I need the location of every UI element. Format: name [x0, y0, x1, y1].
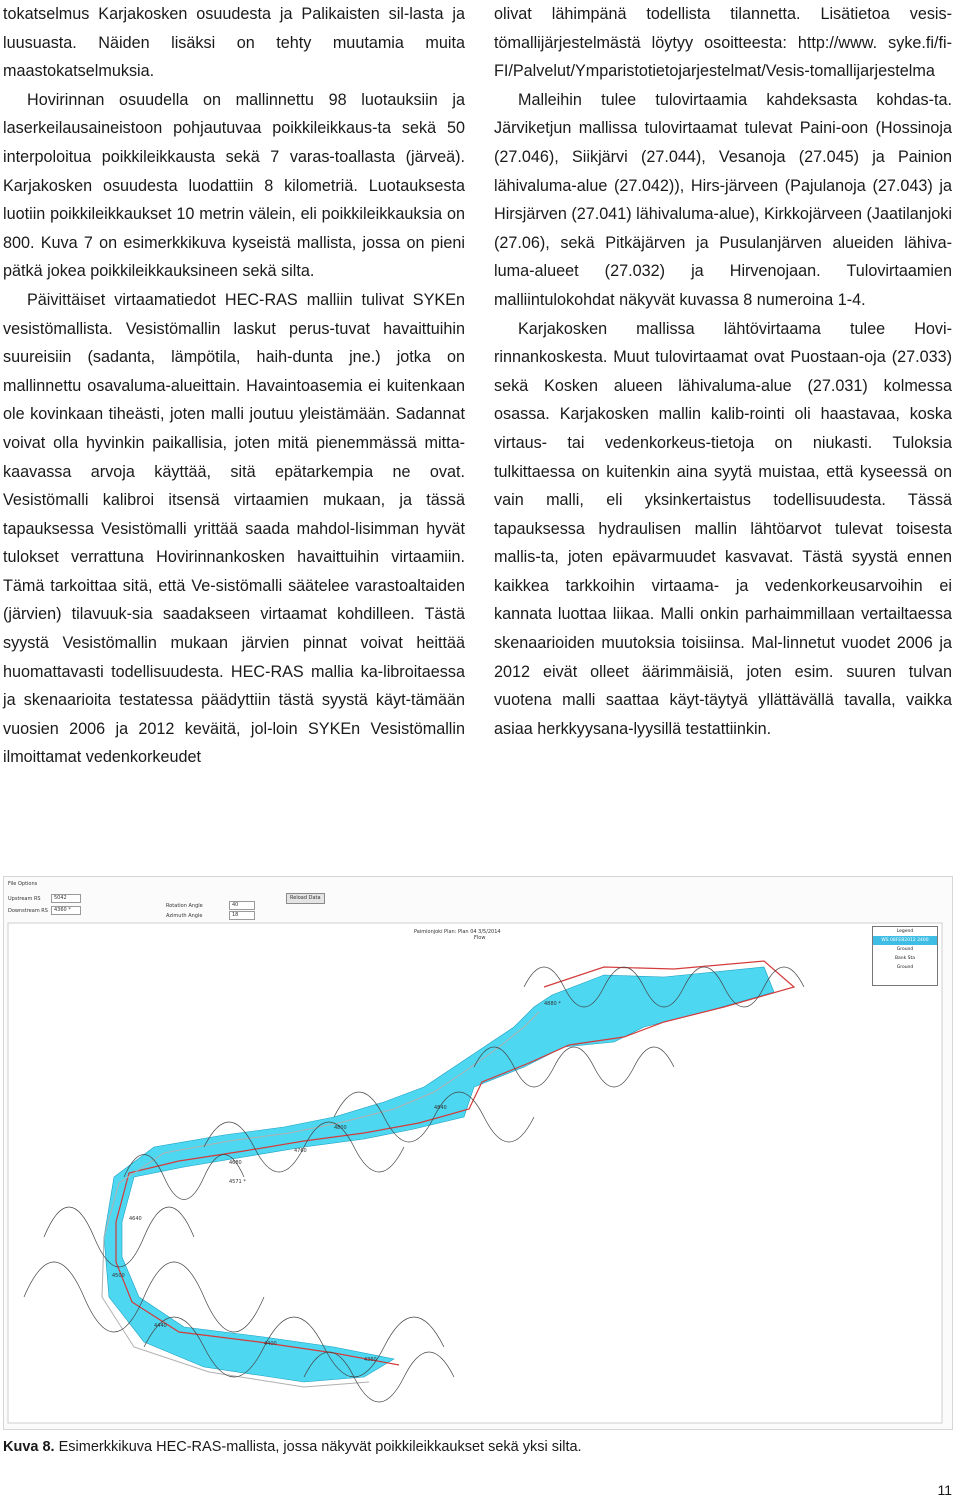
left-paragraph-2: Hovirinnan osuudella on mallinnettu 98 luotauksiin ja laserkeilausaineistoon pohjautuvaa poikkileikkaus-ta sekä 50 interpoloitua poikkileikkausta sekä 7 varas-toallasta (järveä). Karjakosken osuudesta luodattiin 8 kilometriä. Luotauksesta luotiin poikkileikkaukset 10 metrin välein, eli poikkileikkauksia on 800. Kuva 7 on esimerkkikuva kyseistä mallista, jossa on pieni pätkä jokea poikkileikkauksineen sekä silta. [3, 90, 465, 281]
rotation-label: Rotation Angle [166, 902, 203, 909]
legend-item: WS 08FEB2012 2400 [873, 936, 937, 945]
section-label: 4400 [264, 1341, 277, 1347]
section-label: 4680 [229, 1160, 242, 1166]
left-text-column [3, 0, 465, 772]
figure-caption [3, 1437, 582, 1457]
section-label: 4500 [112, 1273, 125, 1279]
upstream-label: Upstream RS [8, 895, 41, 902]
right-paragraph-1: olivat lähimpänä todellista tilannetta. Lisätietoa vesis-tömallijärjestelmästä löytyy osoitteesta: http://www. syke.fi/fi-FI/Palvelut/Ymparistotietojarjestelmat/Vesis-tomallijarjestelma [494, 5, 952, 81]
section-label: 4760 [294, 1148, 307, 1154]
hec-ras-toolbar [4, 877, 952, 933]
caption-text: Esimerkkikuva HEC-RAS-mallista, jossa näkyvät poikkileikkaukset sekä yksi silta. [54, 1439, 582, 1455]
hec-ras-figure [3, 876, 953, 1430]
caption-label: Kuva 8. [3, 1439, 55, 1455]
section-label: 4440 [154, 1323, 167, 1329]
legend-item: Bank Sta [894, 956, 916, 961]
rotation-row [166, 901, 255, 910]
downstream-label: Downstream RS [8, 907, 48, 914]
plot-legend [872, 926, 938, 986]
reload-data-button[interactable]: Reload Data [286, 893, 325, 904]
upstream-select[interactable]: 5042 [51, 894, 81, 903]
left-paragraph-1: tokatselmus Karjakosken osuudesta ja Palikaisten sil-lasta ja luusuasta. Näiden lisäksi on tehty muutamia muita maastokatselmuksia. [3, 5, 465, 81]
right-paragraph-3: Karjakosken mallissa lähtövirtaama tulee Hovi-rinnankoskesta. Muut tulovirtaamat ovat Puostaan-oja (27.033) sekä Kosken alueen lähivaluma-alue (27.031) kolmessa osassa. Karjakosken mallin kalib-rointi oli haastavaa, koska virtaus- tai vedenkorkeus-tietoja on niukasti. Tuloksia tulkittaessa on kuitenkin aina syytä muistaa, että kyseessä on vain malli, eli yksinkertaistus todellisuudesta. Tässä tapauksessa hydraulisen mallin lähtöarvot tulevat toisesta mallis-ta, joten epävarmuudet kasvavat. Tästä syystä ennen kaikkea tarkkoihin virtaama- ja vedenkorkeusarvoihin ei kannata luottaa liikaa. Malli onkin parhaimmillaan vertailtaessa skenaarioiden muutoksia toisiinsa. Mal-linnetut vuodet 2006 ja 2012 eivät olleet äärimmäisiä, joten esim. suuren tulvan vuotena malli saattaa käyt-täytyä yllättävällä tavalla, vaikka asiaa herkkyysana-lyysillä testattiinkin. [494, 319, 952, 738]
section-label: 4360 [364, 1357, 377, 1363]
legend-title: Legend [896, 929, 914, 934]
legend-item: Ground [896, 947, 914, 952]
azimuth-row [166, 911, 255, 920]
right-paragraph-2: Malleihin tulee tulovirtaamia kahdeksasta kohdas-ta. Järviketjun mallissa tulovirtaamat tulevat Paini-oon (Hossinoja (27.046), Siikjärvi (27.044), Vesanoja (27.045) ja Painion lähivaluma-alue (27.042)), Hirs-järveen (Pajulanoja (27.043) ja Hirsjärven (27.041) lähivaluma-alue), Kirkkojärveen (Jaatilanjoki (27.06), sekä Pitkäjärven ja Pusulanjärven alueiden lähiva-luma-alueet (27.032) ja Hirvenojaan. Tulovirtaamien malliintulokohdat näkyvät kuvassa 8 numeroina 1-4. [494, 90, 952, 309]
section-label: 4800 [334, 1125, 347, 1131]
section-label: 4640 [129, 1216, 142, 1222]
downstream-row [8, 906, 81, 915]
plot-title: Paimionjoki Plan: Plan 04 3/5/2014 Flow [414, 929, 501, 941]
menu-bar[interactable]: File Options [8, 881, 38, 887]
section-label: 4571 * [229, 1179, 246, 1185]
section-label: 4880 * [544, 1001, 561, 1007]
river-3d-plot [4, 877, 952, 1429]
legend-item: Ground [896, 965, 914, 970]
downstream-select[interactable]: 4360 * [51, 906, 81, 915]
azimuth-input[interactable]: 18 [229, 911, 255, 920]
right-text-column [494, 0, 952, 743]
page-number: 11 [937, 1482, 952, 1498]
section-label: 4840 [434, 1105, 447, 1111]
left-paragraph-3: Päivittäiset virtaamatiedot HEC-RAS malliin tulivat SYKEn vesistömallista. Vesistömallin laskut perus-tuvat havaittuihin suureisiin (sadanta, lämpötila, haih-dunta jne.) jotka on mallinnettu osavaluma-alueittain. Havaintoasemia ei kuitenkaan ole kovinkaan tiheästi, joten malli joutuu yleistämään. Sadannat voivat olla hyvinkin paikallisia, joten mitä pienemmässä mitta-kaavassa arvoja käyttää, sitä epätarkempia ne ovat. Vesistömalli kalibroi itsensä virtaamien mukaan, ja tässä tapauksessa Vesistömalli yrittää saada mahdol-lisimman hyvät tulokset verrattuna Hovirinnankosken havaittuihin virtaamiin. Tämä tarkoittaa sitä, että Ve-sistömalli säätelee varastoaltaiden (järvien) tilavuuk-sia saadakseen virtaamat kohdilleen. Tästä syystä Vesistömallin mukaan järvien pinnat voivat heittää huomattavasti todellisuudesta. HEC-RAS mallia ka-libroitaessa ja skenaarioita testatessa päädyttiin tästä syystä käyt-tämään vuosien 2006 ja 2012 keväitä, jol-loin SYKEn Vesistömallin ilmoittamat vedenkorkeudet [3, 290, 465, 767]
azimuth-label: Azimuth Angle [166, 912, 203, 919]
rotation-input[interactable]: 40 [229, 901, 255, 910]
upstream-row [8, 894, 81, 903]
